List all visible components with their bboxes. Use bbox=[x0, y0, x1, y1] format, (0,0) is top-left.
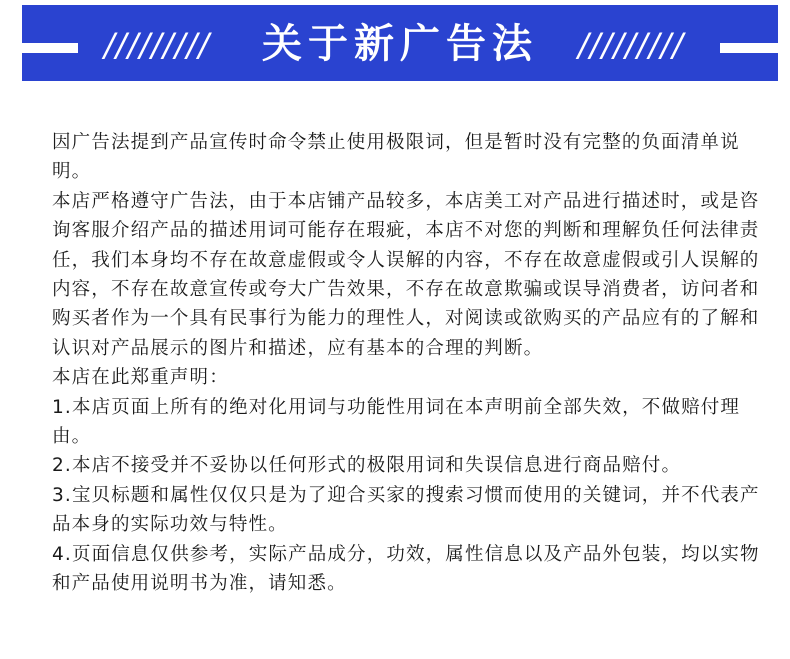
banner-slashes-left: ///////// bbox=[104, 26, 211, 64]
declaration-heading: 本店在此郑重声明： bbox=[52, 367, 229, 389]
page-title: 关于新广告法 bbox=[262, 21, 538, 67]
title-banner bbox=[22, 5, 778, 81]
banner-right-bar bbox=[720, 43, 778, 53]
clause-3: 3.宝贝标题和属性仅仅只是为了迎合买家的搜索习惯而使用的关键词，并不代表产品本身的实际功效与特性。 bbox=[52, 484, 760, 536]
banner-left-bar bbox=[22, 43, 78, 53]
intro-paragraph: 因广告法提到产品宣传时命令禁止使用极限词，但是暂时没有完整的负面清单说明。 bbox=[52, 132, 740, 183]
clause-2: 2.本店不接受并不妥协以任何形式的极限用词和失误信息进行商品赔付。 bbox=[52, 455, 682, 477]
disclaimer-paragraph: 本店严格遵守广告法，由于本店铺产品较多，本店美工对产品进行描述时，或是咨询客服介绍产品的描述用词可能存在瑕疵，本店不对您的判断和理解负任何法律责任，我们本身均不存在故意虚假或令人误解的内容，不存在故意虚假或引人误解的内容，不存在故意宣传或夸大广告效果，不存在故意欺骗或误导消费者，访问者和购买者作为一个具有民事行为能力的理性人，对阅读或欲购买的产品应有的了解和认识对产品展示的图片和描述，应有基本的合理的判断。 bbox=[52, 190, 760, 359]
clause-1: 1.本店页面上所有的绝对化用词与功能性用词在本声明前全部失效，不做赔付理由。 bbox=[52, 396, 741, 448]
clause-4: 4.页面信息仅供参考，实际产品成分，功效，属性信息以及产品外包装，均以实物和产品使用说明书为准，请知悉。 bbox=[52, 543, 760, 595]
notice-body bbox=[52, 128, 768, 599]
banner-slashes-right: ///////// bbox=[578, 26, 685, 64]
